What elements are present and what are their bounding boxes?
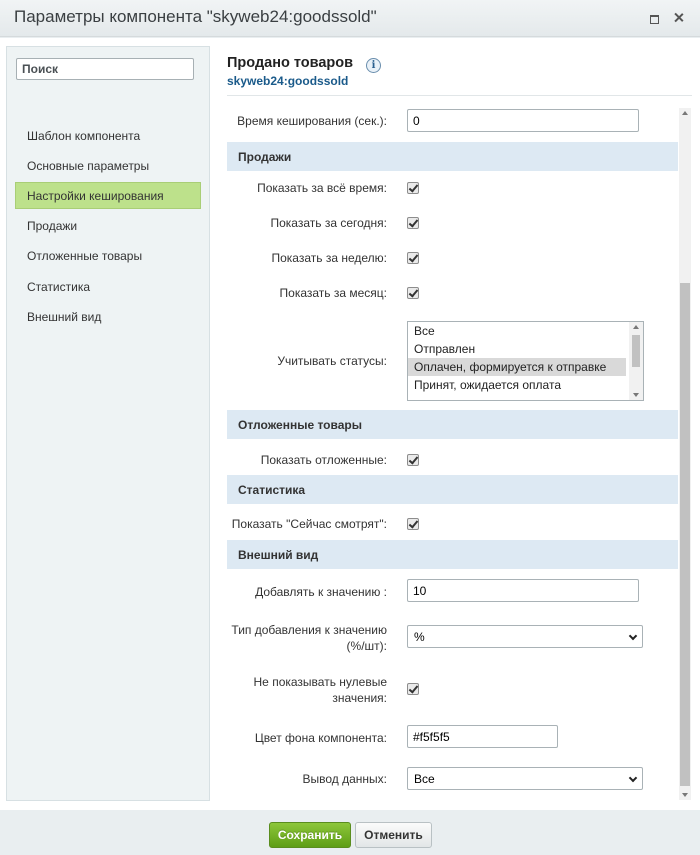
add-value-field[interactable] <box>407 579 639 602</box>
section-statistics: Статистика <box>227 475 678 504</box>
sidebar-item-cache-settings[interactable]: Настройки кеширования <box>15 182 201 209</box>
sidebar <box>6 46 210 801</box>
component-code: skyweb24:goodssold <box>227 74 349 88</box>
close-icon[interactable] <box>672 11 686 25</box>
all-time-checkbox[interactable] <box>407 182 419 194</box>
window-title: Параметры компонента "skyweb24:goodssold" <box>14 7 377 26</box>
dialog-content <box>0 38 700 810</box>
search-input[interactable] <box>16 58 194 80</box>
bg-color-label: Цвет фона компонента: <box>254 731 387 745</box>
watching-now-label: Показать "Сейчас смотрят": <box>231 517 387 531</box>
sidebar-item-deferred[interactable]: Отложенные товары <box>27 249 143 263</box>
sidebar-item-template[interactable]: Шаблон компонента <box>27 129 141 143</box>
section-appearance: Внешний вид <box>227 540 678 569</box>
output-select[interactable] <box>407 767 643 790</box>
hide-zero-label-line1: Не показывать нулевые <box>253 675 387 689</box>
show-deferred-checkbox[interactable] <box>407 454 419 466</box>
scroll-down-icon[interactable] <box>633 393 639 397</box>
scroll-up-icon[interactable] <box>633 325 639 329</box>
sidebar-item-basic-params[interactable]: Основные параметры <box>27 159 150 173</box>
hide-zero-checkbox[interactable] <box>407 683 419 695</box>
bg-color-field[interactable] <box>407 725 558 748</box>
statuses-label: Учитывать статусы: <box>277 354 387 368</box>
hide-zero-label-line2: значения: <box>332 691 387 705</box>
scroll-thumb[interactable] <box>680 283 690 786</box>
dialog-footer <box>0 810 700 855</box>
scroll-up-icon[interactable] <box>682 111 688 115</box>
add-type-label-line1: Тип добавления к значению <box>231 623 387 637</box>
section-deferred: Отложенные товары <box>227 410 678 439</box>
status-option[interactable]: Все <box>414 324 435 338</box>
header-divider <box>227 95 692 96</box>
sidebar-item-appearance[interactable]: Внешний вид <box>27 310 102 324</box>
sidebar-item-statistics[interactable]: Статистика <box>27 280 91 294</box>
month-label: Показать за месяц: <box>279 286 387 300</box>
settings-panel <box>227 108 678 800</box>
add-type-select[interactable] <box>407 625 643 648</box>
save-button[interactable]: Сохранить <box>269 822 351 848</box>
watching-now-checkbox[interactable] <box>407 518 419 530</box>
maximize-icon[interactable] <box>647 11 661 25</box>
chevron-down-icon <box>629 632 637 640</box>
month-checkbox[interactable] <box>407 287 419 299</box>
cancel-button[interactable]: Отменить <box>355 822 432 848</box>
listbox-scrollbar[interactable] <box>629 322 643 400</box>
window-titlebar <box>0 0 700 37</box>
show-deferred-label: Показать отложенные: <box>260 453 387 467</box>
status-option-selected[interactable]: Оплачен, формируется к отправке <box>408 358 626 376</box>
output-selected: Все <box>414 772 435 786</box>
panel-scrollbar[interactable] <box>679 108 691 800</box>
add-value-label: Добавлять к значению : <box>255 585 387 599</box>
statuses-listbox[interactable] <box>407 321 644 401</box>
info-icon[interactable]: i <box>366 58 381 73</box>
today-label: Показать за сегодня: <box>270 216 387 230</box>
sidebar-item-sales[interactable]: Продажи <box>27 219 78 233</box>
week-checkbox[interactable] <box>407 252 419 264</box>
section-sales: Продажи <box>227 142 678 171</box>
cache-time-field[interactable] <box>407 109 639 132</box>
component-title: Продано товаров <box>227 55 354 71</box>
today-checkbox[interactable] <box>407 217 419 229</box>
output-label: Вывод данных: <box>302 772 387 786</box>
cache-time-label: Время кеширования (сек.): <box>237 114 387 128</box>
status-option[interactable]: Принят, ожидается оплата <box>414 378 561 392</box>
scroll-thumb[interactable] <box>632 335 640 367</box>
status-option[interactable]: Отправлен <box>414 342 476 356</box>
week-label: Показать за неделю: <box>271 251 387 265</box>
add-type-selected: % <box>414 630 425 644</box>
scroll-down-icon[interactable] <box>682 793 688 797</box>
add-type-label-line2: (%/шт): <box>346 639 387 653</box>
all-time-label: Показать за всё время: <box>257 181 387 195</box>
chevron-down-icon <box>629 774 637 782</box>
hide-zero-label <box>254 674 387 706</box>
add-type-label <box>231 622 387 654</box>
